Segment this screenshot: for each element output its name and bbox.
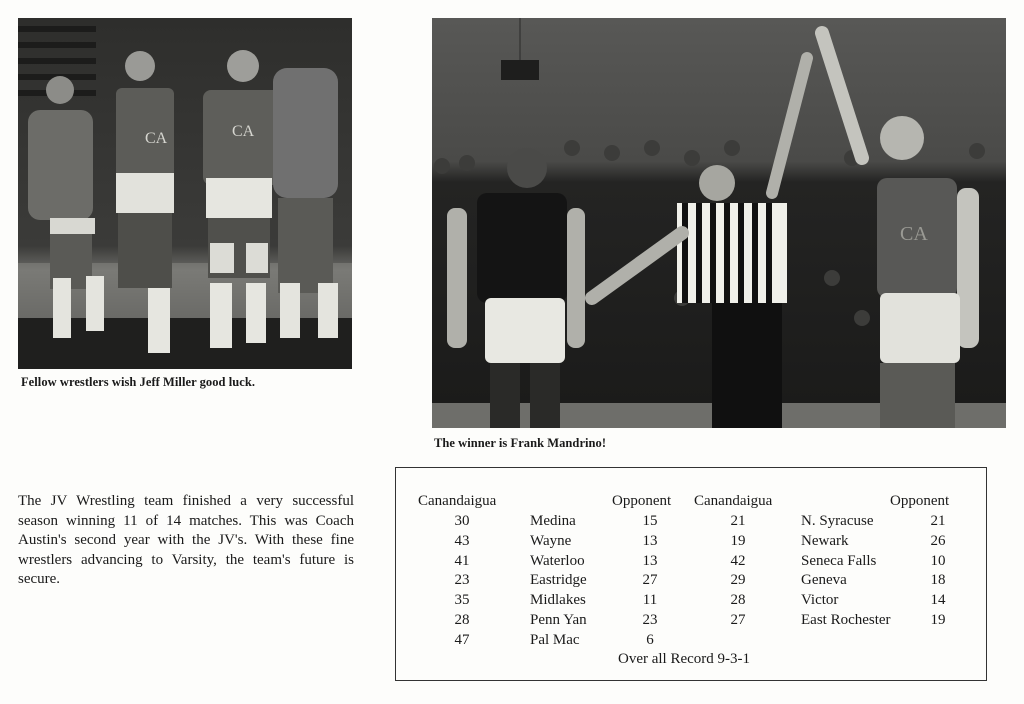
header-team-right: Canandaigua (694, 493, 773, 509)
right-team-score: 27 (730, 612, 746, 628)
right-opponent-score: 14 (930, 592, 946, 609)
right-team-score: 19 (730, 532, 746, 549)
left-team-score: 43 (454, 532, 470, 549)
header-opponent-right: Opponent (890, 493, 950, 509)
right-opponent-name: Newark (801, 532, 849, 549)
left-opponent-name: Waterloo (530, 552, 585, 569)
right-team-score: 28 (730, 592, 746, 609)
left-opponent-score: 27 (642, 572, 658, 589)
right-team-score: 29 (730, 572, 746, 589)
svg-text:CA: CA (232, 123, 255, 140)
left-opponent-name: Wayne (530, 532, 572, 549)
photo-winner-announced-image (432, 18, 1006, 428)
right-opponent-score: 10 (930, 552, 946, 569)
overall-record: Over all Record 9-3-1 (618, 651, 751, 667)
left-team-score: 47 (454, 631, 470, 648)
right-opponent-score: 21 (930, 513, 946, 529)
season-record-table (395, 467, 987, 681)
left-team-score: 28 (454, 612, 470, 628)
right-opponent-name: East Rochester (801, 612, 891, 628)
right-team-score: 21 (730, 513, 746, 529)
header-team-left: Canandaigua (418, 493, 497, 509)
photo-winner-announced (432, 18, 1006, 428)
photo-wrestlers-walking (18, 18, 352, 369)
right-opponent-name: Geneva (801, 572, 847, 589)
left-opponent-name: Pal Mac (530, 631, 580, 648)
left-opponent-name: Midlakes (530, 592, 586, 609)
photo-caption-right: The winner is Frank Mandrino! (434, 436, 607, 450)
header-opponent-left: Opponent (612, 493, 672, 509)
left-opponent-score: 13 (642, 532, 658, 549)
left-opponent-name: Medina (530, 513, 576, 529)
left-opponent-name: Penn Yan (530, 612, 587, 628)
left-opponent-name: Eastridge (530, 572, 587, 589)
svg-text:CA: CA (145, 130, 168, 147)
right-team-score: 42 (730, 552, 746, 569)
svg-text:CA: CA (900, 223, 928, 245)
left-team-score: 30 (454, 513, 470, 529)
left-team-score: 23 (454, 572, 470, 589)
right-opponent-name: Victor (801, 592, 839, 609)
photo-caption-left: Fellow wrestlers wish Jeff Miller good luck. (21, 375, 255, 389)
left-team-score: 35 (454, 592, 470, 609)
right-opponent-score: 19 (930, 612, 946, 628)
right-opponent-name: N. Syracuse (801, 513, 874, 529)
photo-wrestlers-walking-image (18, 18, 352, 369)
left-opponent-score: 13 (642, 552, 658, 569)
left-team-score: 41 (454, 552, 470, 569)
right-opponent-name: Seneca Falls (801, 552, 877, 569)
left-opponent-score: 11 (642, 592, 658, 609)
right-opponent-score: 18 (930, 572, 946, 589)
left-opponent-score: 6 (646, 631, 654, 648)
season-summary-paragraph: The JV Wrestling team finished a very successful season winning 11 of 14 matches. This was Coach Austin's second year with the JV's. With these fine wrestlers advancing to Varsity, the team's future is secure. (18, 493, 354, 587)
right-opponent-score: 26 (930, 532, 946, 549)
left-opponent-score: 15 (642, 513, 658, 529)
left-opponent-score: 23 (642, 612, 658, 628)
